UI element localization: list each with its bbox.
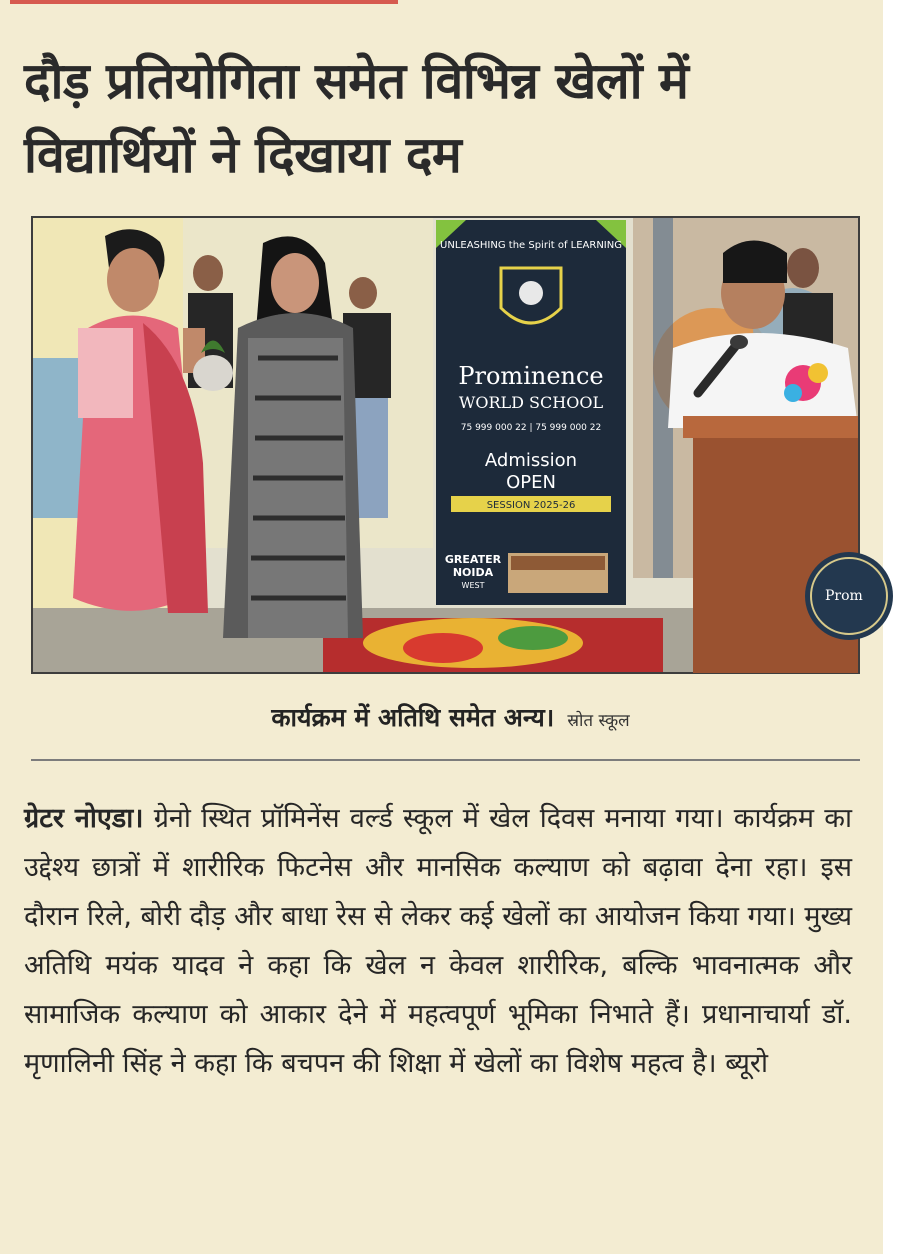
- banner-session: SESSION 2025-26: [486, 500, 576, 511]
- page-edge: [883, 0, 901, 1254]
- banner-phone: 75 999 000 22 | 75 999 000 22: [460, 423, 602, 433]
- caption-divider: [31, 759, 860, 761]
- photo-caption-row: [0, 700, 901, 734]
- banner-location-2: NOIDA: [452, 566, 494, 579]
- banner-location-1: GREATER: [444, 553, 502, 566]
- photo-credit: स्रोत स्कूल: [567, 711, 630, 731]
- article-text: ग्रेनो स्थित प्रॉमिनेंस वर्ल्ड स्कूल में खेल दिवस मनाया गया। कार्यक्रम का उद्देश्य छात्रों में शारीरिक फिटनेस और मानसिक कल्याण को बढ़ावा देना रहा। इस दौरान रिले, बोरी दौड़ और बाधा रेस से लेकर कई खेलों का आयोजन किया गया। मुख्य अतिथि मयंक यादव ने कहा कि खेल न केवल शारीरिक, बल्कि भावनात्मक और सामाजिक कल्याण को आकार देने में महत्वपूर्ण भूमिका निभाते हैं। प्रधानाचार्या डॉ. मृणालिनी सिंह ने कहा कि बचपन की शिक्षा में खेलों का विशेष महत्व है। ब्यूरो: [24, 803, 852, 1079]
- article-body: [24, 794, 852, 1088]
- banner-location-3: WEST: [461, 581, 485, 590]
- photo-caption: कार्यक्रम में अतिथि समेत अन्य।: [271, 703, 555, 732]
- news-photo: [31, 216, 863, 674]
- podium-badge-text: Prom: [825, 588, 863, 604]
- banner-school-subtitle: WORLD SCHOOL: [458, 393, 604, 412]
- top-accent-rule: [10, 0, 398, 4]
- banner-admission: Admission: [484, 450, 578, 471]
- banner-school-name: Prominence: [458, 362, 604, 390]
- banner-tagline: UNLEASHING the Spirit of LEARNING: [440, 240, 622, 251]
- banner-open: OPEN: [506, 472, 556, 493]
- headline: दौड़ प्रतियोगिता समेत विभिन्न खेलों में विद्यार्थियों ने दिखाया दम: [24, 52, 689, 184]
- article-dateline: ग्रेटर नोएडा।: [24, 803, 144, 834]
